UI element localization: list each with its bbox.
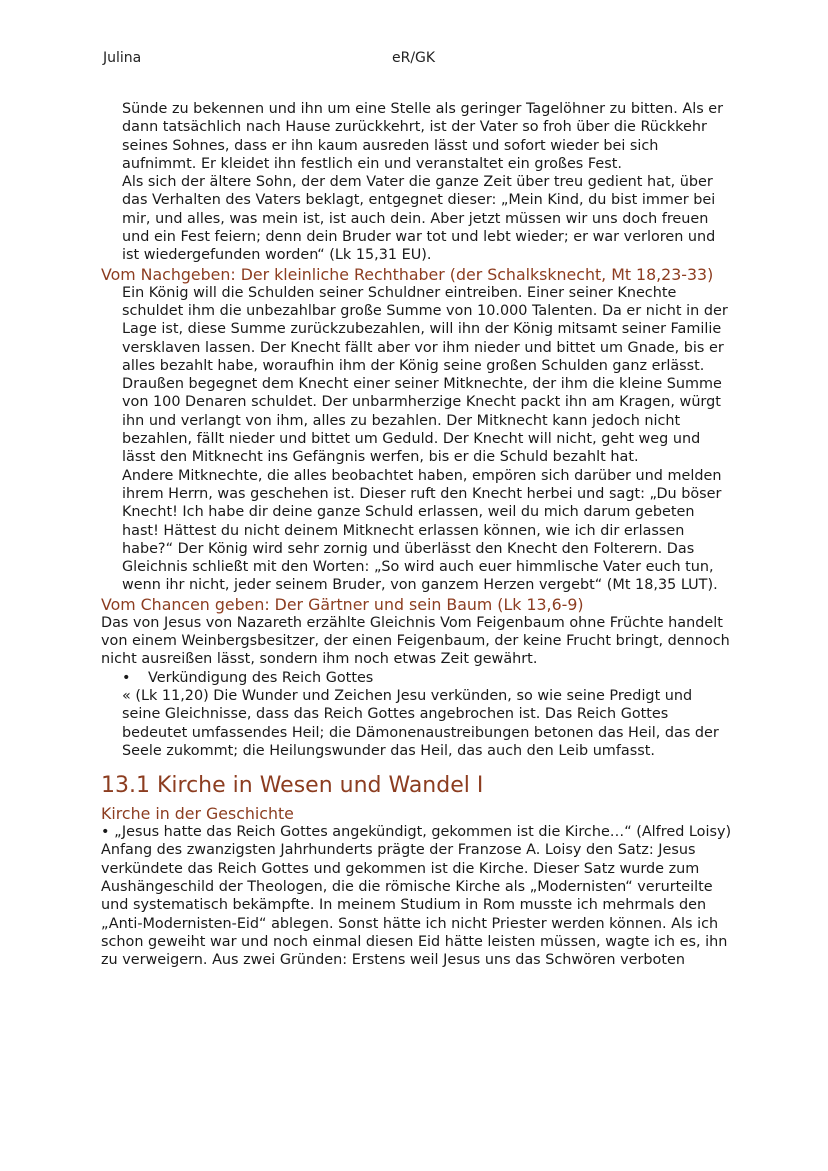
paragraph: Draußen begegnet dem Knecht einer seiner Mitknechte, der ihm die kleine Summe von 100 Denaren schuldet. Der unbarmherzige Knecht packt ihn am Kragen, würgt ihn und verlangt von ihm, alles zu bezahlen. Der Mitknecht kann jedoch nicht bezahlen, fällt nieder und bittet um Geduld. Der Knecht will nicht, geht weg und lässt den Mitknecht ins Gefängnis werfen, bis er die Schuld bezahlt hat. [122, 376, 722, 466]
paragraph: Sünde zu bekennen und ihn um eine Stelle als geringer Tagelöhner zu bitten. Als er dann tatsächlich nach Hause zurückkehrt, ist der Vater so froh über die Rückkehr seines Sohnes, dass er ihn kaum ausreden lässt und sofort wieder bei sich aufnimmt. Er kleidet ihn festlich ein und veranstaltet ein großes Fest. [122, 101, 724, 172]
section-heading-geschichte: Kirche in der Geschichte [101, 804, 294, 824]
paragraph: « (Lk 11,20) Die Wunder und Zeichen Jesu verkünden, so wie seine Predigt und seine Gleichnisse, dass das Reich Gottes angebrochen ist. Das Reich Gottes bedeutet umfassendes Heil; die Dämonenaustreibungen betonen das Heil, das der Seele zukommt; die Heilungswunder das Heil, das auch den Leib umfasst. [122, 687, 719, 759]
header-course: eR/GK [392, 50, 436, 66]
quote-paragraph: • „Jesus hatte das Reich Gottes angekündigt, gekommen ist die Kirche…“ (Alfred Loisy) [101, 824, 732, 841]
document-body [101, 100, 733, 969]
header-author: Julina [103, 50, 142, 66]
bullet-icon: • [122, 669, 131, 686]
section-heading-chancen: Vom Chancen geben: Der Gärtner und sein Baum (Lk 13,6-9) [101, 594, 584, 614]
paragraph: Das von Jesus von Nazareth erzählte Gleichnis Vom Feigenbaum ohne Früchte handelt von einem Weinbergsbesitzer, der einen Feigenbaum, der keine Frucht bringt, dennoch nicht ausreißen lässt, sondern ihm noch etwas Zeit gewährt. [101, 614, 730, 668]
paragraph: Als sich der ältere Sohn, der dem Vater die ganze Zeit über treu gedient hat, über das Verhalten des Vaters beklagt, entgegnet dieser: „Mein Kind, du bist immer bei mir, und alles, was mein ist, ist auch dein. Aber jetzt müssen wir uns doch freuen und ein Fest feiern; denn dein Bruder war tot und lebt wieder; er war verloren und ist wiedergefunden worden“ (Lk 15,31 EU). [122, 174, 716, 264]
chapter-heading: 13.1 Kirche in Wesen und Wandel I [101, 773, 484, 799]
bullet-item [101, 669, 733, 687]
paragraph: Andere Mitknechte, die alles beobachtet haben, empören sich darüber und melden ihrem Herrn, was geschehen ist. Dieser ruft den Knecht herbei und sagt: „Du böser Knecht! Ich habe dir deine ganze Schuld erlassen, weil du mich darum gebeten hast! Hättest du nicht deinem Mitknecht erlassen können, wie ich dir erlassen habe?“ Der König wird sehr zornig und überlässt den Knecht den Folterern. Das Gleichnis schließt mit den Worten: „So wird auch euer himmlische Vater euch tun, wenn ihr nicht, jeder seinem Bruder, von ganzem Herzen vergebt“ (Mt 18,35 LUT). [122, 467, 722, 594]
paragraph: Anfang des zwanzigsten Jahrhunderts prägte der Franzose A. Loisy den Satz: Jesus verkündete das Reich Gottes und gekommen ist die Kirche. Dieser Satz wurde zum Aushängeschild der Theologen, die die römische Kirche als „Modernisten“ verurteilte und systematisch bekämpfte. In meinem Studium in Rom musste ich mehrmals den „Anti-Modernisten-Eid“ ablegen. Sonst hätte ich nicht Priester werden können. Als ich schon geweiht war und noch einmal diesen Eid hätte leisten müssen, wagte ich es, ihn zu verweigern. Aus zwei Gründen: Erstens weil Jesus uns das Schwören verboten [101, 842, 728, 969]
section-heading-nachgeben: Vom Nachgeben: Der kleinliche Rechthaber (der Schalksknecht, Mt 18,23-33) [101, 264, 714, 284]
paragraph: Ein König will die Schulden seiner Schuldner eintreiben. Einer seiner Knechte schuldet ihm die unbezahlbar große Summe von 10.000 Talenten. Da er nicht in der Lage ist, diese Summe zurückzubezahlen, will ihn der König mitsamt seiner Familie versklaven lassen. Der Knecht fällt aber vor ihm nieder und bittet um Gnade, bis er alles bezahlt habe, woraufhin ihm der König seine großen Schulden ganz erlässt. [122, 284, 728, 374]
bullet-text: Verkündigung des Reich Gottes [148, 669, 374, 686]
